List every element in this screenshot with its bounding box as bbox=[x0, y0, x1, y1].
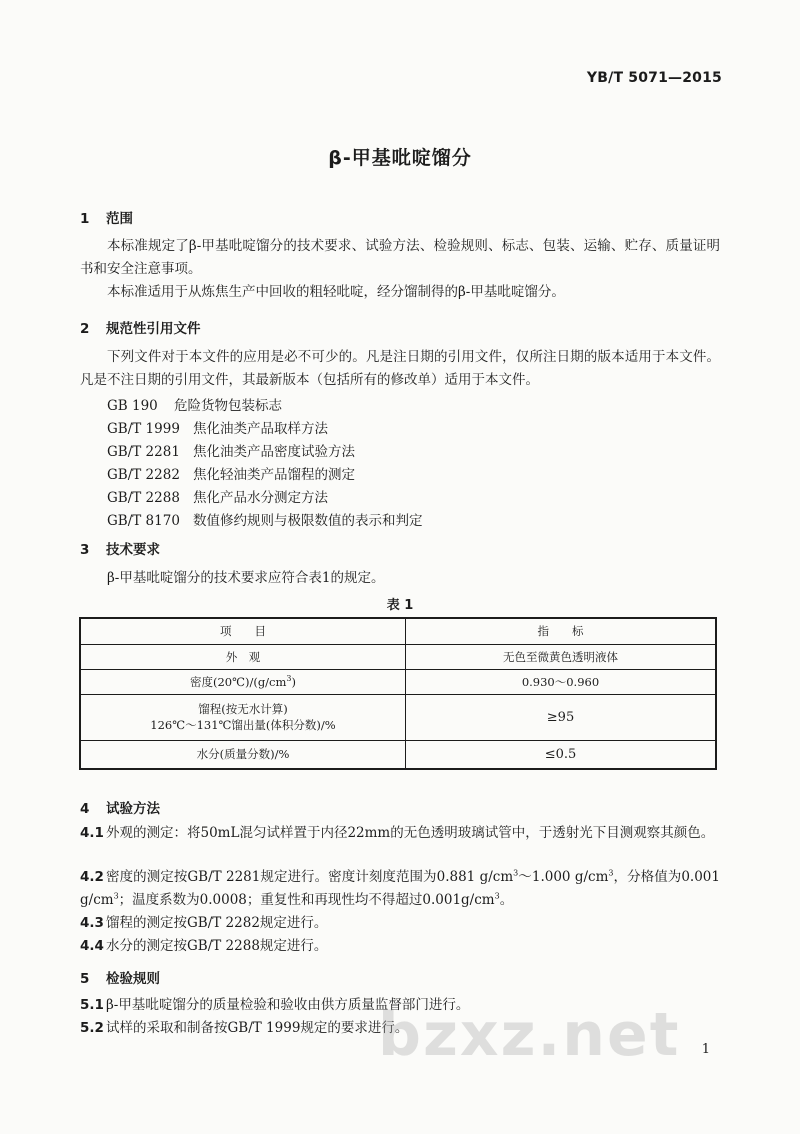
section-1-paragraph-1: 本标准规定了β-甲基吡啶馏分的技术要求、试验方法、检验规则、标志、包装、运输、贮存、质量证明书和安全注意事项。 bbox=[80, 238, 720, 277]
table-header-value: 指 标 bbox=[406, 618, 717, 644]
section-number: 1 bbox=[80, 211, 90, 227]
table-header-item: 项 目 bbox=[80, 618, 406, 644]
reference-item bbox=[107, 463, 355, 483]
reference-code: GB 190 bbox=[107, 398, 158, 414]
table-cell-item bbox=[80, 694, 406, 740]
clause-number: 5.1 bbox=[80, 997, 104, 1013]
section-3-paragraph-1: β-甲基吡啶馏分的技术要求应符合表1的规定。 bbox=[107, 570, 385, 586]
clause-text: 外观的测定：将50mL混匀试样置于内径22mm的无色透明玻璃试管中，于透射光下目测观察其颜色。 bbox=[106, 825, 715, 841]
reference-item bbox=[107, 394, 282, 414]
section-5-heading bbox=[80, 967, 160, 987]
reference-code: GB/T 2288 bbox=[107, 490, 180, 506]
section-number: 2 bbox=[80, 321, 90, 337]
density-label: 密度(20℃)/(g/cm bbox=[189, 674, 287, 689]
table-row bbox=[80, 669, 716, 694]
section-1-paragraph-2: 本标准适用于从炼焦生产中回收的粗轻吡啶，经分馏制得的β-甲基吡啶馏分。 bbox=[107, 284, 565, 300]
section-title: 检验规则 bbox=[106, 971, 160, 987]
reference-code: GB/T 1999 bbox=[107, 421, 180, 437]
reference-name: 焦化油类产品取样方法 bbox=[193, 421, 328, 437]
section-title: 范围 bbox=[106, 211, 133, 227]
section-title: 技术要求 bbox=[106, 542, 160, 558]
section-number: 5 bbox=[80, 971, 90, 987]
table-cell-value: 0.930～0.960 bbox=[406, 669, 717, 694]
section-4-heading bbox=[80, 797, 160, 817]
superscript: 3 bbox=[513, 868, 519, 878]
reference-name: 数值修约规则与极限数值的表示和判定 bbox=[193, 513, 423, 529]
superscript: 3 bbox=[608, 868, 614, 878]
clause-4-3 bbox=[80, 912, 720, 935]
distillation-label: 馏程(按无水计算) bbox=[198, 702, 288, 716]
table-row bbox=[80, 740, 716, 769]
reference-code: GB/T 2281 bbox=[107, 444, 180, 460]
section-2-heading bbox=[80, 317, 201, 337]
clause-number: 4.3 bbox=[80, 915, 104, 931]
page-number: 1 bbox=[701, 1042, 710, 1057]
clause-number: 4.1 bbox=[80, 825, 104, 841]
reference-code: GB/T 2282 bbox=[107, 467, 180, 483]
clause-text: ，分格值为0.001 g/cm bbox=[80, 869, 720, 908]
clause-text: 试样的采取和制备按GB/T 1999规定的要求进行。 bbox=[106, 1020, 409, 1036]
clause-4-2 bbox=[80, 866, 720, 912]
reference-item bbox=[107, 417, 328, 437]
section-title: 试验方法 bbox=[106, 801, 160, 817]
table-row bbox=[80, 694, 716, 740]
clause-text: β-甲基吡啶馏分的质量检验和验收由供方质量监督部门进行。 bbox=[106, 997, 470, 1013]
section-title: 规范性引用文件 bbox=[106, 321, 201, 337]
reference-code: GB/T 8170 bbox=[107, 513, 180, 529]
clause-4-1 bbox=[80, 822, 720, 845]
section-3-heading bbox=[80, 538, 160, 558]
clause-number: 5.2 bbox=[80, 1020, 104, 1036]
clause-text: 水分的测定按GB/T 2288规定进行。 bbox=[106, 938, 328, 954]
table-row bbox=[80, 644, 716, 669]
reference-item bbox=[107, 509, 423, 529]
table-cell-item: 外 观 bbox=[80, 644, 406, 669]
section-number: 4 bbox=[80, 801, 90, 817]
table-header-row bbox=[80, 618, 716, 644]
spec-table bbox=[79, 617, 717, 770]
reference-item bbox=[107, 440, 355, 460]
superscript: 3 bbox=[113, 891, 119, 901]
table-cell-value: ≥95 bbox=[406, 694, 717, 740]
reference-item bbox=[107, 486, 328, 506]
reference-name: 焦化轻油类产品馏程的测定 bbox=[193, 467, 355, 483]
superscript: 3 bbox=[494, 891, 500, 901]
watermark: bzxz.net bbox=[378, 1000, 681, 1070]
table-cell-item: 水分(质量分数)/% bbox=[80, 740, 406, 769]
clause-number: 4.2 bbox=[80, 869, 104, 885]
distillation-range-label: 126℃～131℃馏出量(体积分数)/% bbox=[150, 718, 336, 732]
table-cell-value: ≤0.5 bbox=[406, 740, 717, 769]
table-cell-value: 无色至微黄色透明液体 bbox=[406, 644, 717, 669]
section-number: 3 bbox=[80, 542, 90, 558]
section-1-heading bbox=[80, 207, 133, 227]
table-caption: 表 1 bbox=[386, 598, 414, 613]
clause-text: 密度的测定按GB/T 2281规定进行。密度计刻度范围为0.881 g/cm bbox=[106, 869, 514, 885]
reference-name: 焦化油类产品密度试验方法 bbox=[193, 444, 355, 460]
reference-name: 危险货物包装标志 bbox=[174, 398, 282, 414]
document-title: β-甲基吡啶馏分 bbox=[328, 147, 472, 169]
section-2-paragraph-1: 下列文件对于本文件的应用是必不可少的。凡是注日期的引用文件，仅所注日期的版本适用于本文件。凡是不注日期的引用文件，其最新版本（包括所有的修改单）适用于本文件。 bbox=[80, 349, 720, 388]
table-cell-item bbox=[80, 669, 406, 694]
density-label-tail: ) bbox=[291, 674, 296, 689]
clause-text: 馏程的测定按GB/T 2282规定进行。 bbox=[106, 915, 328, 931]
superscript: 3 bbox=[286, 673, 292, 683]
reference-name: 焦化产品水分测定方法 bbox=[193, 490, 328, 506]
clause-text: ；温度系数为0.0008；重复性和再现性均不得超过0.001g/cm bbox=[118, 892, 495, 908]
clause-text: ～1.000 g/cm bbox=[518, 869, 609, 885]
clause-4-4 bbox=[80, 935, 720, 958]
standard-code: YB/T 5071—2015 bbox=[586, 70, 722, 86]
clause-text: 。 bbox=[499, 892, 514, 908]
clause-number: 4.4 bbox=[80, 938, 104, 954]
